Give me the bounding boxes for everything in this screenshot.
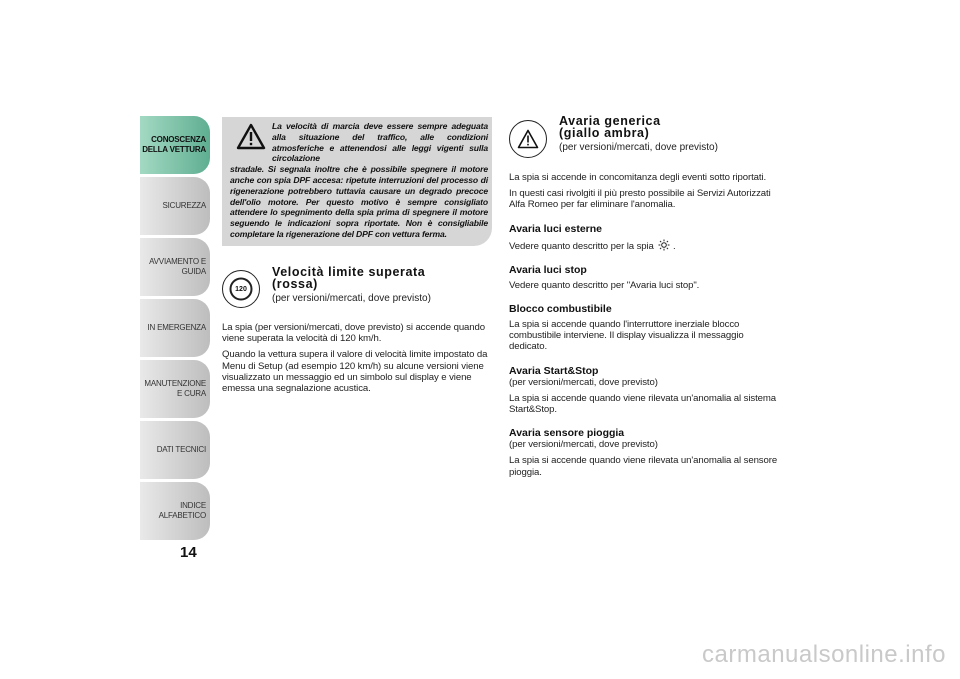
sun-light-icon	[658, 239, 670, 251]
speed-title-1: Velocità limite superata	[272, 265, 426, 279]
generic-fault-icon	[509, 120, 547, 158]
item-luci-stop	[509, 264, 779, 291]
item-text: La spia si accende quando l'interruttore inerziale blocco combustibile interviene. Il display visualizza il messaggio dedicato.	[509, 319, 744, 353]
chapter-tabs	[140, 116, 210, 543]
speed-title-2: (rossa)	[272, 277, 318, 291]
tab-dati-tecnici[interactable]: DATI TECNICI	[140, 421, 210, 479]
generic-paragraph-2: In questi casi rivolgiti il più presto possibile ai Servizi Autorizzati Alfa Romeo per far eliminare l'anomalia.	[509, 188, 771, 211]
speed-body	[222, 322, 492, 399]
generic-title-1: Avaria generica	[559, 114, 661, 128]
speed-heading-block	[272, 266, 492, 305]
item-text: Vedere quanto descritto per "Avaria luci stop".	[509, 279, 700, 291]
item-start-stop	[509, 365, 779, 416]
item-luci-esterne	[509, 223, 779, 252]
item-title: Avaria sensore pioggia	[509, 427, 625, 440]
item-sub: (per versioni/mercati, dove previsto)	[509, 376, 658, 388]
warning-text	[230, 121, 488, 240]
item-title: Avaria luci stop	[509, 263, 587, 276]
item-text-end: .	[672, 240, 676, 252]
generic-heading-block	[559, 115, 779, 154]
warning-text-intro: La velocità di marcia deve essere sempre adeguata alla situazione del traffico, alle condizioni atmosferiche e attenendosi alle leggi vigenti sulla circolazione	[272, 121, 488, 164]
speed-subtitle: (per versioni/mercati, dove previsto)	[272, 293, 431, 304]
speed-paragraph-1: La spia (per versioni/mercati, dove previsto) si accende quando viene superata la velocità di 120 km/h.	[222, 322, 486, 345]
item-title: Blocco combustibile	[509, 303, 612, 316]
tab-indice[interactable]: INDICE ALFABETICO	[140, 482, 210, 540]
generic-paragraph-1: La spia si accende in concomitanza degli eventi sotto riportati.	[509, 172, 767, 183]
tab-sicurezza[interactable]: SICUREZZA	[140, 177, 210, 235]
generic-subtitle: (per versioni/mercati, dove previsto)	[559, 142, 718, 153]
warning-triangle-icon	[517, 129, 539, 149]
item-title: Avaria luci esterne	[509, 222, 602, 235]
speed-limit-icon	[222, 270, 260, 308]
tab-conoscenza[interactable]: CONOSCENZA DELLA VETTURA	[140, 116, 210, 174]
item-text: La spia si accende quando viene rilevata un'anomalia al sistema Start&Stop.	[509, 392, 776, 416]
speed-paragraph-2: Quando la vettura supera il valore di velocità limite impostato da Menu di Setup (ad esempio 120 km/h) su alcune versioni viene visualizzato un messaggio ed un simbolo sul display e viene emessa una segnalazione acustica.	[222, 349, 488, 395]
item-title: Avaria Start&Stop	[509, 364, 599, 377]
page-number: 14	[180, 544, 197, 561]
warning-box	[222, 117, 492, 246]
tab-emergenza[interactable]: IN EMERGENZA	[140, 299, 210, 357]
item-blocco-combustibile	[509, 303, 779, 353]
warning-text-rest: stradale. Si segnala inoltre che è possibile spegnere il motore anche con spia DPF accesa: ripetute interruzioni del processo di rigenerazione potrebbero tuttavia causare un degrado precoce dell'olio motore. Per questo motivo è sempre consigliato attendere lo spegnimento della spia prima di spegnere il motore seguendo le indicazioni sopra riportate. Non è consigliabile completare la rigenerazione del DPF con vettura ferma.	[230, 164, 488, 239]
item-text: Vedere quanto descritto per la spia	[509, 240, 654, 252]
item-text: La spia si accende quando viene rilevata un'anomalia al sensore pioggia.	[509, 455, 778, 478]
item-text-row	[509, 239, 779, 252]
speed-limit-icon-label: 120	[235, 285, 247, 293]
right-body	[509, 172, 779, 478]
tab-avviamento[interactable]: AVVIAMENTO E GUIDA	[140, 238, 210, 296]
tab-manutenzione[interactable]: MANUTENZIONE E CURA	[140, 360, 210, 418]
item-sensore-pioggia	[509, 427, 779, 478]
watermark: carmanualsonline.info	[702, 641, 946, 668]
generic-title-2: (giallo ambra)	[559, 126, 650, 140]
item-sub: (per versioni/mercati, dove previsto)	[509, 439, 658, 451]
